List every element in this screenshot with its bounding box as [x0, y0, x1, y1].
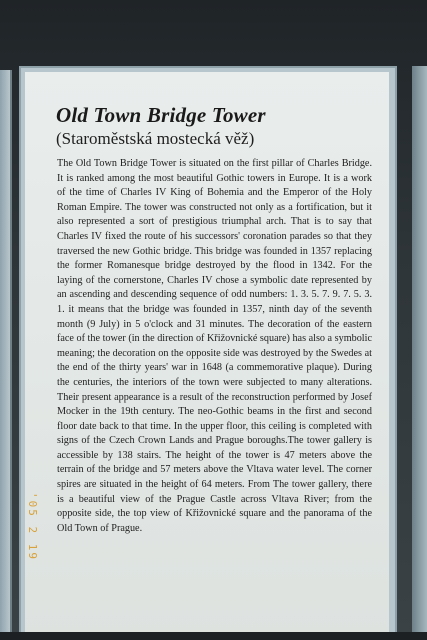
neighboring-panel-left [0, 70, 12, 640]
neighboring-panel-right [412, 66, 427, 640]
sign-title: Old Town Bridge Tower [56, 103, 266, 127]
photo-date-stamp: '05 2 19 [26, 492, 39, 561]
floor-edge [0, 632, 427, 640]
sign-subtitle: (Staroměstská mostecká věž) [56, 129, 255, 148]
sign-body-text: The Old Town Bridge Tower is situated on the first pillar of Charles Bridge. It is ranked among the most beautiful Gothic towers in Europe. It is a work of the time of Charles IV King of Bohemia and the Emperor of the Holy Roman Empire. The tower was constructed not only as a fortification, but it also represented a sort of prestigious triumphal arch. That is to say that Charles IV fixed the route of his successors' coronation parades so that they traversed the new Gothic bridge. This bridge was founded in 1357 replacing the former Romanesque bridge destroyed by the flood in 1342. For the laying of the cornerstone, Charles IV chose a symbolic date represented by an ascending and descending sequence of odd numbers: 1. 3. 5. 7. 9. 7. 5. 3. 1. it means that the bridge was founded in 1357, ninth day of the seventh month (9 July) in 5 o'clock and 31 minutes. The decoration of the eastern face of the tower (in the direction of Křižovnické square) has also a symbolic meaning; the decoration on the opposite side was destroyed by the Swedes at the end of the thirty years' war in 1648 (a commemorative plaque). During the centuries, the interiors of the town were subjected to many alterations. Their present appearance is a result of the reconstruction performed by Josef Mocker in the 19th century. The neo-Gothic beams in the first and second floor date back to that time. In the upper floor, this ceiling is completed with signs of the Czech Crown Lands and Prague boroughs.The tower gallery is accessible by 138 stairs. The height of the tower is 47 meters above the terrain of the bridge and 57 meters above the Vltava water level. The corner spires are situated in the height of 64 meters. From The tower gallery, there is a beautiful view of the Prague Castle across Vltava River; from the opposite side, the top view of Křižovnické square and the panorama of the Old Town of Prague. [57, 158, 372, 534]
